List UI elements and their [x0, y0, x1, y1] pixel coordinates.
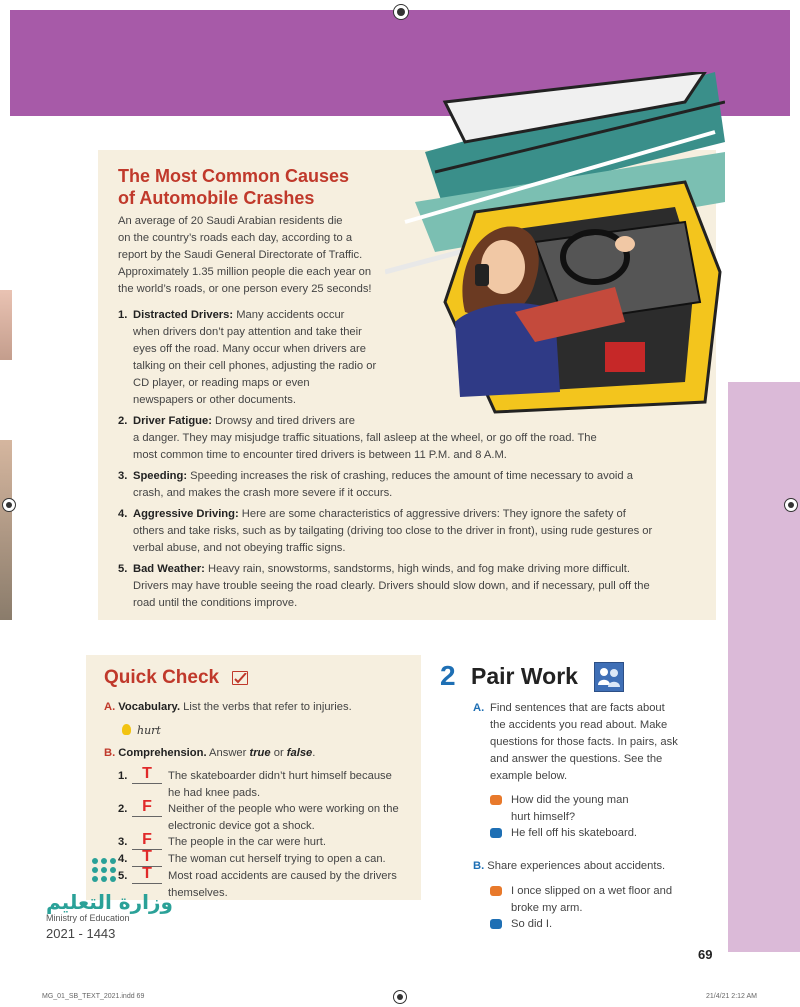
lightbulb-icon [122, 724, 131, 735]
cause-item: 3. Speeding: Speeding increases the risk of crashing, reduces the amount of time necessary to avoid a crash, and makes the crash more severe if it occurs. [118, 470, 633, 499]
distracted-driver-illustration [385, 72, 725, 432]
registration-mark-icon [2, 498, 16, 512]
footer-file-name: MG_01_SB_TEXT_2021.indd 69 [42, 993, 145, 1000]
vocabulary-answer: hurt [122, 722, 161, 740]
speech-bubble-icon [490, 828, 502, 838]
quick-check-title: Quick Check [104, 667, 220, 688]
answer-blank[interactable]: F [132, 831, 162, 850]
pair-people-icon [594, 662, 624, 692]
dialogue-answer: So did I. [490, 916, 710, 933]
answer-blank[interactable]: T [132, 848, 162, 867]
registration-mark-icon [393, 4, 409, 20]
speech-bubble-icon [490, 886, 502, 896]
dialogue-answer: He fell off his skateboard. [490, 825, 710, 842]
answer-blank[interactable]: T [132, 765, 162, 784]
article-intro: An average of 20 Saudi Arabian residents die on the country’s roads each day, according to a report by the Saudi General Directorate of Traffic. Approximately 1.35 million people die each year on the world’s roads, or one person every 25 seconds! [118, 215, 372, 295]
side-band [728, 382, 800, 952]
pair-work-instruction-a: A. Find sentences that are facts about the accidents you read about. Make questions for those facts. In pairs, ask and answer the questions. See the example below. [473, 702, 678, 782]
ministry-name-arabic: وزارة التعليم [46, 890, 173, 914]
checkmark-icon [232, 671, 248, 685]
article-title: The Most Common Causes of Automobile Crashes [118, 166, 350, 208]
speech-bubble-icon [490, 795, 502, 805]
vocabulary-instruction: A. Vocabulary. List the verbs that refer to injuries. [104, 701, 352, 713]
footer-date: 21/4/21 2:12 AM [706, 993, 757, 1000]
pair-work-title: Pair Work [471, 663, 578, 689]
dialogue-question: How did the young man hurt himself? [490, 792, 710, 826]
registration-mark-icon [393, 990, 407, 1004]
cause-item: 4. Aggressive Driving: Here are some characteristics of aggressive drivers: They ignore the safety of others and take risks, such as by tailgating (driving too close to the driver in front), using rude gestures or verbal abuse, and not obeying traffic signs. [118, 508, 653, 554]
section-number: 2 [440, 660, 456, 691]
edition-year: 2021 - 1443 [46, 926, 116, 941]
cause-item: 1. Distracted Drivers: Many accidents occur when drivers don’t pay attention and take their eyes off the road. Many occur when drivers are talking on their cell phones, adjusting the radio or CD player, or reading maps or even newspapers or other documents. [118, 309, 377, 406]
pair-work-instruction-b: B. Share experiences about accidents. [473, 860, 666, 872]
cause-item: 5. Bad Weather: Heavy rain, snowstorms, sandstorms, high winds, and fog make driving more difficult. Drivers may have trouble seeing the road clearly. Drivers should slow down, and if necessary, pull off the road until the conditions improve. [118, 563, 650, 609]
cause-item: 2. Driver Fatigue: Drowsy and tired drivers are a danger. They may misjudge traffic situations, fall asleep at the wheel, or go off the road. The most common time to encounter tired drivers is between 11 P.M. and 8 A.M. [118, 415, 597, 461]
speech-bubble-icon [490, 919, 502, 929]
side-strip [0, 440, 12, 620]
comprehension-instruction: B. Comprehension. Answer true or false. [104, 747, 316, 759]
page-number: 69 [698, 947, 713, 962]
registration-mark-icon [784, 498, 798, 512]
ministry-name-english: Ministry of Education [46, 913, 130, 923]
side-strip [0, 290, 12, 360]
answer-blank[interactable]: T [132, 865, 162, 884]
dialogue-question: I once slipped on a wet floor and broke my arm. [490, 883, 710, 917]
answer-blank[interactable]: F [132, 798, 162, 817]
